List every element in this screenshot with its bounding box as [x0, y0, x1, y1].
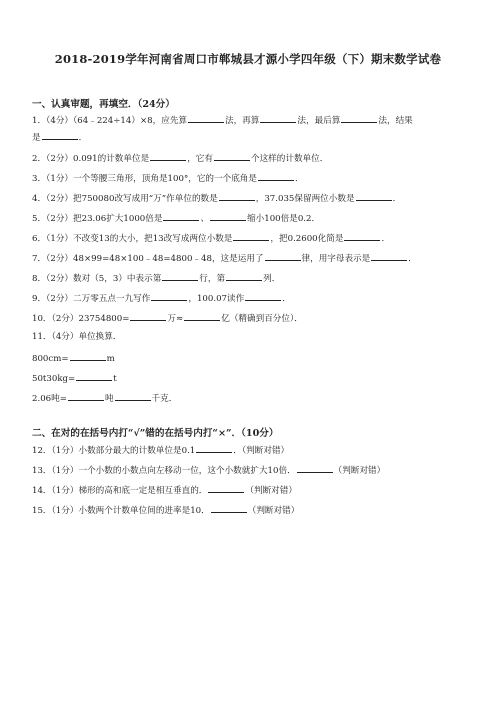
- question-14: 14．（1分）梯形的高和底一定是相互垂直的． （判断对错）: [32, 483, 466, 497]
- page-title: 2018-2019学年河南省周口市郸城县才源小学四年级（下）期末数学试卷: [54, 52, 442, 66]
- section-heading-2: 二、在对的在括号内打“√”错的在括号内打“×”．（10分）: [32, 428, 279, 439]
- question-9: 9．（2分）二万零五点一九写作 ，100.07读作 ．: [32, 291, 466, 305]
- question-4: 4．（2分）把750080改写成用“万”作单位的数是 ，37.035保留两位小数是 ．: [32, 191, 466, 205]
- answer-blank[interactable]: [356, 191, 392, 201]
- answer-blank[interactable]: [188, 113, 224, 123]
- answer-blank[interactable]: [344, 231, 380, 241]
- answer-blank[interactable]: [115, 391, 151, 401]
- answer-blank[interactable]: [196, 443, 232, 453]
- answer-blank[interactable]: [208, 483, 244, 493]
- question-11-item-1: 800cm= m: [32, 351, 466, 365]
- answer-blank[interactable]: [219, 191, 255, 201]
- answer-blank[interactable]: [68, 391, 104, 401]
- section-heading-1: 一、认真审题，再填空．（24分）: [32, 99, 175, 110]
- question-13: 13．（1分）一个小数的小数点向左移动一位，这个小数就扩大10倍． （判断对错）: [32, 463, 466, 477]
- answer-blank[interactable]: [184, 311, 220, 321]
- answer-blank[interactable]: [371, 251, 407, 261]
- answer-blank[interactable]: [162, 271, 198, 281]
- question-1-continued: 是 ．: [32, 130, 466, 144]
- answer-blank[interactable]: [341, 113, 377, 123]
- question-11: 11．（4分）单位换算．: [32, 332, 122, 342]
- question-6: 6．（1分）不改变13的大小，把13改写成两位小数是 ，把0.2600化简是 ．: [32, 231, 466, 245]
- question-7: 7．（2分）48×99=48×100﹣48=4800﹣48，这是运用了 律，用字母表示是 ．: [32, 251, 466, 265]
- question-5: 5．（2分）把23.06扩大1000倍是 、 缩小100倍是0.2．: [32, 211, 466, 225]
- question-2: 2．（2分）0.091的计数单位是 ，它有 个这样的计数单位．: [32, 151, 466, 165]
- answer-blank[interactable]: [211, 503, 247, 513]
- answer-blank[interactable]: [258, 171, 294, 181]
- answer-blank[interactable]: [214, 151, 250, 161]
- question-15: 15．（1分）小数两个计数单位间的进率是10． （判断对错）: [32, 503, 466, 517]
- question-11-item-3: 2.06吨= 吨 千克．: [32, 391, 466, 405]
- answer-blank[interactable]: [297, 463, 333, 473]
- answer-blank[interactable]: [70, 351, 106, 361]
- question-3: 3．（1分）一个等腰三角形，顶角是100°，它的一个底角是 ．: [32, 171, 466, 185]
- answer-blank[interactable]: [210, 211, 246, 221]
- answer-blank[interactable]: [151, 291, 187, 301]
- question-12: 12．（1分）小数部分最大的计数单位是0.1 ．（判断对错）: [32, 443, 466, 457]
- answer-blank[interactable]: [233, 231, 269, 241]
- answer-blank[interactable]: [76, 371, 112, 381]
- answer-blank[interactable]: [245, 291, 281, 301]
- answer-blank[interactable]: [150, 151, 186, 161]
- answer-blank[interactable]: [42, 130, 78, 140]
- question-1: 1．（4分）（64﹣224÷14）×8，应先算 法，再算 法，最后算 法，结果: [32, 113, 466, 127]
- answer-blank[interactable]: [163, 211, 199, 221]
- question-8: 8．（2分）数对（5，3）中表示第 行，第 列．: [32, 271, 466, 285]
- question-11-item-2: 50t30kg= t: [32, 371, 466, 385]
- answer-blank[interactable]: [265, 251, 301, 261]
- question-10: 10．（2分）23754800= 万≈ 亿（精确到百分位）．: [32, 311, 466, 325]
- answer-blank[interactable]: [260, 113, 296, 123]
- answer-blank[interactable]: [130, 311, 166, 321]
- answer-blank[interactable]: [226, 271, 262, 281]
